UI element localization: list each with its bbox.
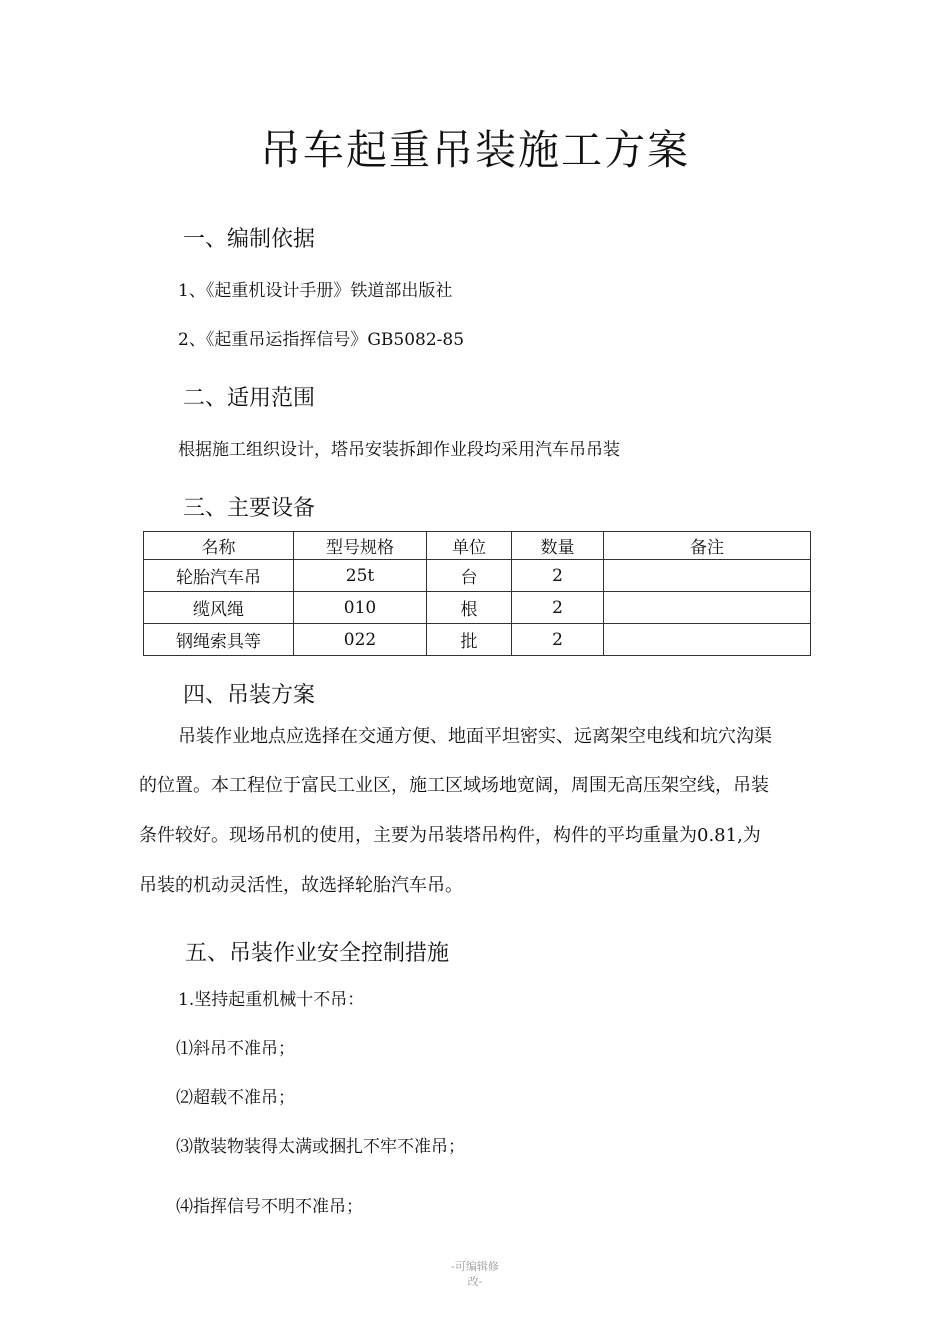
- plan-line: 的位置。本工程位于富民工业区，施工区域场地宽阔，周围无高压架空线，吊装: [139, 775, 769, 796]
- table-cell: 根: [427, 592, 512, 624]
- table-row: [144, 592, 811, 624]
- safety-item: ⑶散装物装得太满或捆扎不牢不准吊；: [176, 1137, 465, 1157]
- table-row: [144, 624, 811, 656]
- document-title: 吊车起重吊装施工方案: [260, 126, 690, 174]
- table-header-cell: 数量: [512, 532, 604, 560]
- footer-line: 改-: [467, 1275, 483, 1288]
- plan-line: 吊装的机动灵活性，故选择轮胎汽车吊。: [139, 875, 463, 896]
- section-heading-plan: 四、吊装方案: [183, 683, 316, 708]
- table-header-row: [144, 532, 811, 560]
- section-heading-safety: 五、吊装作业安全控制措施: [185, 941, 450, 966]
- safety-intro: 1.坚持起重机械十不吊：: [178, 990, 365, 1010]
- table-cell: 钢绳索具等: [144, 624, 294, 656]
- table-cell: 010: [294, 592, 427, 624]
- table-cell: 轮胎汽车吊: [144, 560, 294, 592]
- table-cell: 缆风绳: [144, 592, 294, 624]
- section-heading-equipment: 三、主要设备: [183, 496, 316, 521]
- equipment-table: [143, 531, 811, 656]
- table-cell: 2: [512, 560, 604, 592]
- table-cell: [604, 624, 811, 656]
- table-cell: 2: [512, 624, 604, 656]
- table-cell: 台: [427, 560, 512, 592]
- table-header-cell: 单位: [427, 532, 512, 560]
- table-header-cell: 型号规格: [294, 532, 427, 560]
- section-heading-basis: 一、编制依据: [183, 227, 316, 252]
- table-header-cell: 备注: [604, 532, 811, 560]
- safety-item: ⑷指挥信号不明不准吊；: [176, 1197, 363, 1217]
- plan-line: 条件较好。现场吊机的使用，主要为吊装塔吊构件，构件的平均重量为0.81,为: [139, 825, 761, 846]
- table-cell: 022: [294, 624, 427, 656]
- table-cell: [604, 560, 811, 592]
- safety-item: ⑴斜吊不准吊；: [176, 1039, 295, 1059]
- table-cell: 批: [427, 624, 512, 656]
- plan-line: 吊装作业地点应选择在交通方便、地面平坦密实、远离架空电线和坑穴沟渠: [178, 726, 772, 747]
- scope-text: 根据施工组织设计，塔吊安装拆卸作业段均采用汽车吊吊装: [178, 440, 620, 460]
- table-header-cell: 名称: [144, 532, 294, 560]
- table-row: [144, 560, 811, 592]
- basis-item-1: 1、《起重机设计手册》铁道部出版社: [178, 281, 453, 301]
- safety-item: ⑵超载不准吊；: [176, 1088, 295, 1108]
- table-cell: 2: [512, 592, 604, 624]
- footer-line: -可编辑修: [451, 1260, 499, 1273]
- table-cell: 25t: [294, 560, 427, 592]
- footer-note: [0, 1259, 950, 1289]
- table-cell: [604, 592, 811, 624]
- section-heading-scope: 二、适用范围: [183, 386, 316, 411]
- basis-item-2: 2、《起重吊运指挥信号》GB5082-85: [178, 330, 465, 350]
